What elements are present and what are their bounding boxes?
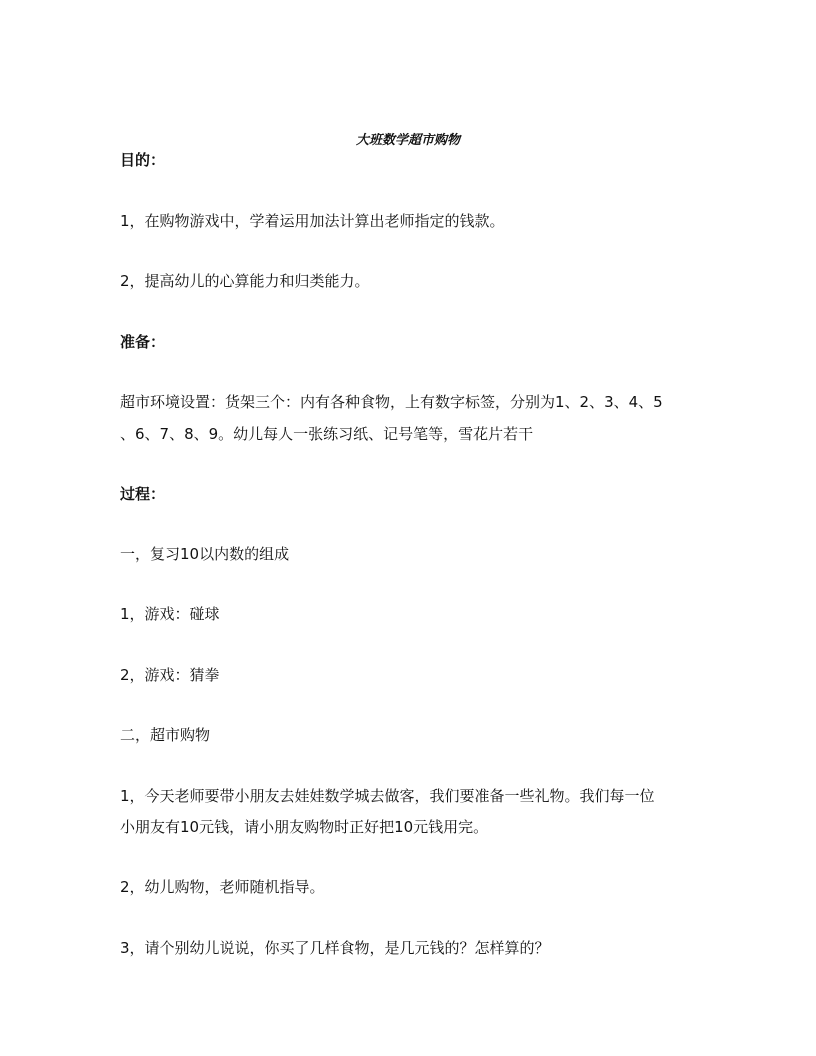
aim-item-2: 2，提高幼儿的心算能力和归类能力。 [120, 272, 370, 290]
part-2-title: 二，超市购物 [120, 726, 211, 744]
prep-heading: 准备： [120, 333, 166, 351]
aim-heading: 目的： [120, 151, 166, 169]
part-1-title: 一，复习10以内数的组成 [120, 545, 290, 563]
document-title: 大班数学超市购物 [355, 133, 460, 148]
part-1-item-1: 1，游戏：碰球 [120, 605, 220, 623]
aim-item-1: 1，在购物游戏中，学着运用加法计算出老师指定的钱款。 [120, 212, 505, 230]
part-2-item-3: 3，请个别幼儿说说，你买了几样食物，是几元钱的？怎样算的？ [120, 939, 550, 957]
part-2-item-2: 2，幼儿购物，老师随机指导。 [120, 878, 325, 896]
prep-line-1: 超市环境设置：货架三个：内有各种食物，上有数字标签，分别为1、2、3、4、5 [120, 393, 663, 411]
part-1-item-2: 2，游戏：猜拳 [120, 666, 220, 684]
process-heading: 过程： [120, 485, 166, 503]
prep-line-2: 、6、7、8、9。幼儿每人一张练习纸、记号笔等，雪花片若干 [120, 425, 534, 443]
part-2-item-1-line-1: 1，今天老师要带小朋友去娃娃数学城去做客，我们要准备一些礼物。我们每一位 [120, 787, 655, 805]
part-2-item-1-line-2: 小朋友有10元钱，请小朋友购物时正好把10元钱用完。 [120, 818, 489, 836]
